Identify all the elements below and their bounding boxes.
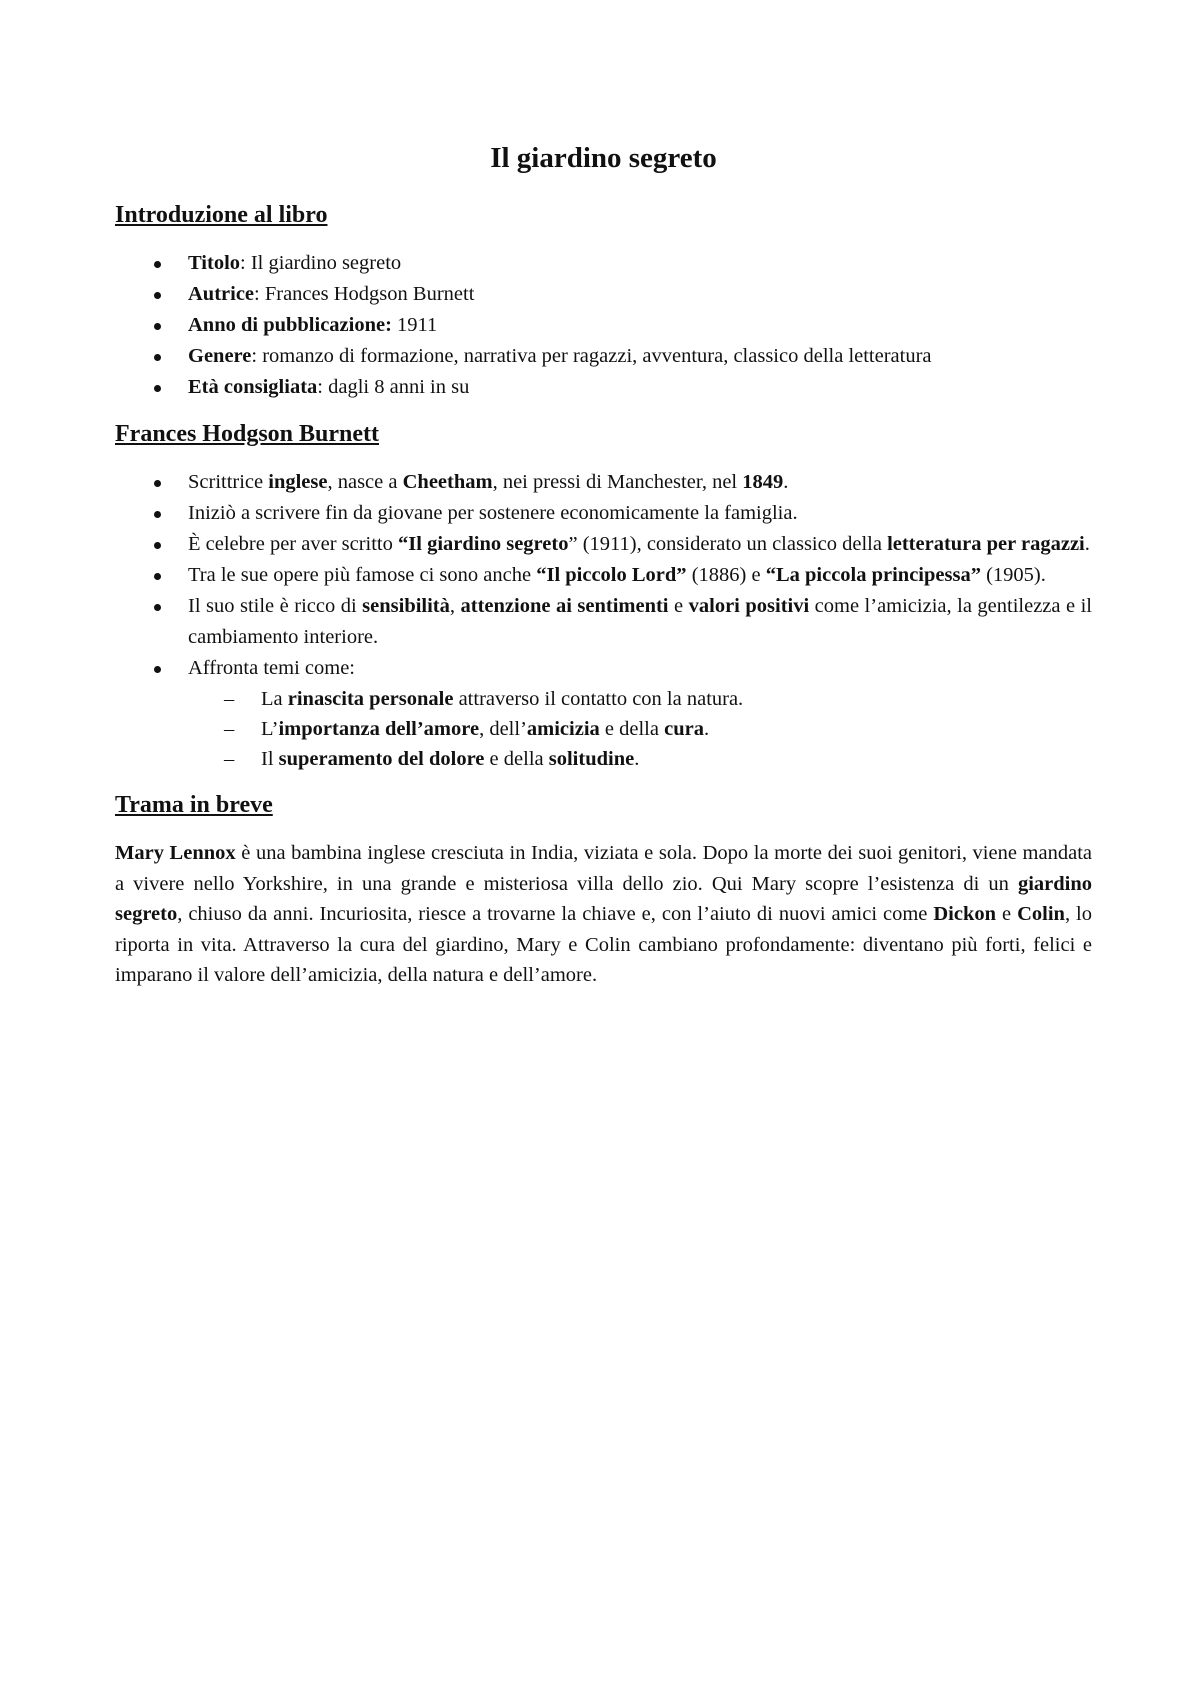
item-label: Autrice [188, 283, 255, 305]
author-item-style: Il suo stile è ricco di sensibilità, attenzione ai sentimenti e valori positivi come l’amicizia, la gentilezza e il cambiamento interiore. [115, 591, 1092, 653]
bullet-icon [154, 354, 161, 361]
author-list [115, 467, 1092, 774]
theme-item-rebirth: – La rinascita personale attraverso il contatto con la natura. [188, 684, 1092, 714]
bullet-icon [154, 542, 161, 549]
theme-item-pain: – Il superamento del dolore e della solitudine. [188, 744, 1092, 774]
bullet-icon [154, 666, 161, 673]
author-item-famous: È celebre per aver scritto “Il giardino segreto” (1911), considerato un classico della letteratura per ragazzi. [115, 529, 1092, 560]
intro-item-genre: Genere: romanzo di formazione, narrativa per ragazzi, avventura, classico della letteratura [115, 341, 1092, 372]
bullet-icon [154, 261, 161, 268]
author-item-themes: Affronta temi come: – La rinascita personale attraverso il contatto con la natura. – L’importanza dell’amore, dell’amicizia e della cura. – Il superamento del dolore e della solitudine. [115, 653, 1092, 774]
author-item-works: Tra le sue opere più famose ci sono anche “Il piccolo Lord” (1886) e “La piccola principessa” (1905). [115, 560, 1092, 591]
intro-list [115, 248, 1092, 403]
item-value: dagli 8 anni in su [328, 376, 470, 398]
bullet-icon [154, 604, 161, 611]
document-page [115, 140, 1092, 991]
item-value: Frances Hodgson Burnett [264, 283, 475, 305]
section-heading-author: Frances Hodgson Burnett [115, 421, 379, 447]
intro-item-author: Autrice: Frances Hodgson Burnett [115, 279, 1092, 310]
bullet-icon [154, 573, 161, 580]
item-label: Età consigliata [188, 376, 318, 398]
section-heading-plot: Trama in breve [115, 792, 273, 818]
intro-item-year [115, 310, 1092, 341]
bullet-icon [154, 480, 161, 487]
author-item-birth: Scrittrice inglese, nasce a Cheetham, nei pressi di Manchester, nel 1849. [115, 467, 1092, 498]
bullet-icon [154, 292, 161, 299]
themes-sublist [188, 684, 1092, 774]
author-item-career: Iniziò a scrivere fin da giovane per sostenere economicamente la famiglia. [115, 498, 1092, 529]
plot-paragraph: Mary Lennox è una bambina inglese cresciuta in India, viziata e sola. Dopo la morte dei suoi genitori, viene mandata a vivere nello Yorkshire, in una grande e misteriosa villa dello zio. Qui Mary scopre l’esistenza di un giardino segreto, chiuso da anni. Incuriosita, riesce a trovarne la chiave e, con l’aiuto di nuovi amici come Dickon e Colin, lo riporta in vita. Attraverso la cura del giardino, Mary e Colin cambiano profondamente: diventano più forti, felici e imparano il valore dell’amicizia, della natura e dell’amore. [115, 842, 1092, 986]
bullet-icon [154, 511, 161, 518]
bullet-icon [154, 385, 161, 392]
item-value: romanzo di formazione, narrativa per ragazzi, avventura, classico della letteratura [262, 345, 932, 367]
item-label: Titolo [188, 252, 241, 274]
document-title: Il giardino segreto [490, 142, 717, 174]
item-label: Anno di pubblicazione: [188, 314, 392, 336]
dash-icon: – [224, 718, 235, 740]
intro-item-age: Età consigliata: dagli 8 anni in su [115, 372, 1092, 403]
section-heading-intro: Introduzione al libro [115, 202, 328, 228]
dash-icon: – [224, 748, 235, 770]
item-value: Il giardino segreto [250, 252, 402, 274]
item-label: Genere [188, 345, 252, 367]
item-value: 1911 [397, 314, 438, 336]
dash-icon: – [224, 688, 235, 710]
intro-item-title: Titolo: Il giardino segreto [115, 248, 1092, 279]
bullet-icon [154, 323, 161, 330]
theme-item-love: – L’importanza dell’amore, dell’amicizia e della cura. [188, 714, 1092, 744]
